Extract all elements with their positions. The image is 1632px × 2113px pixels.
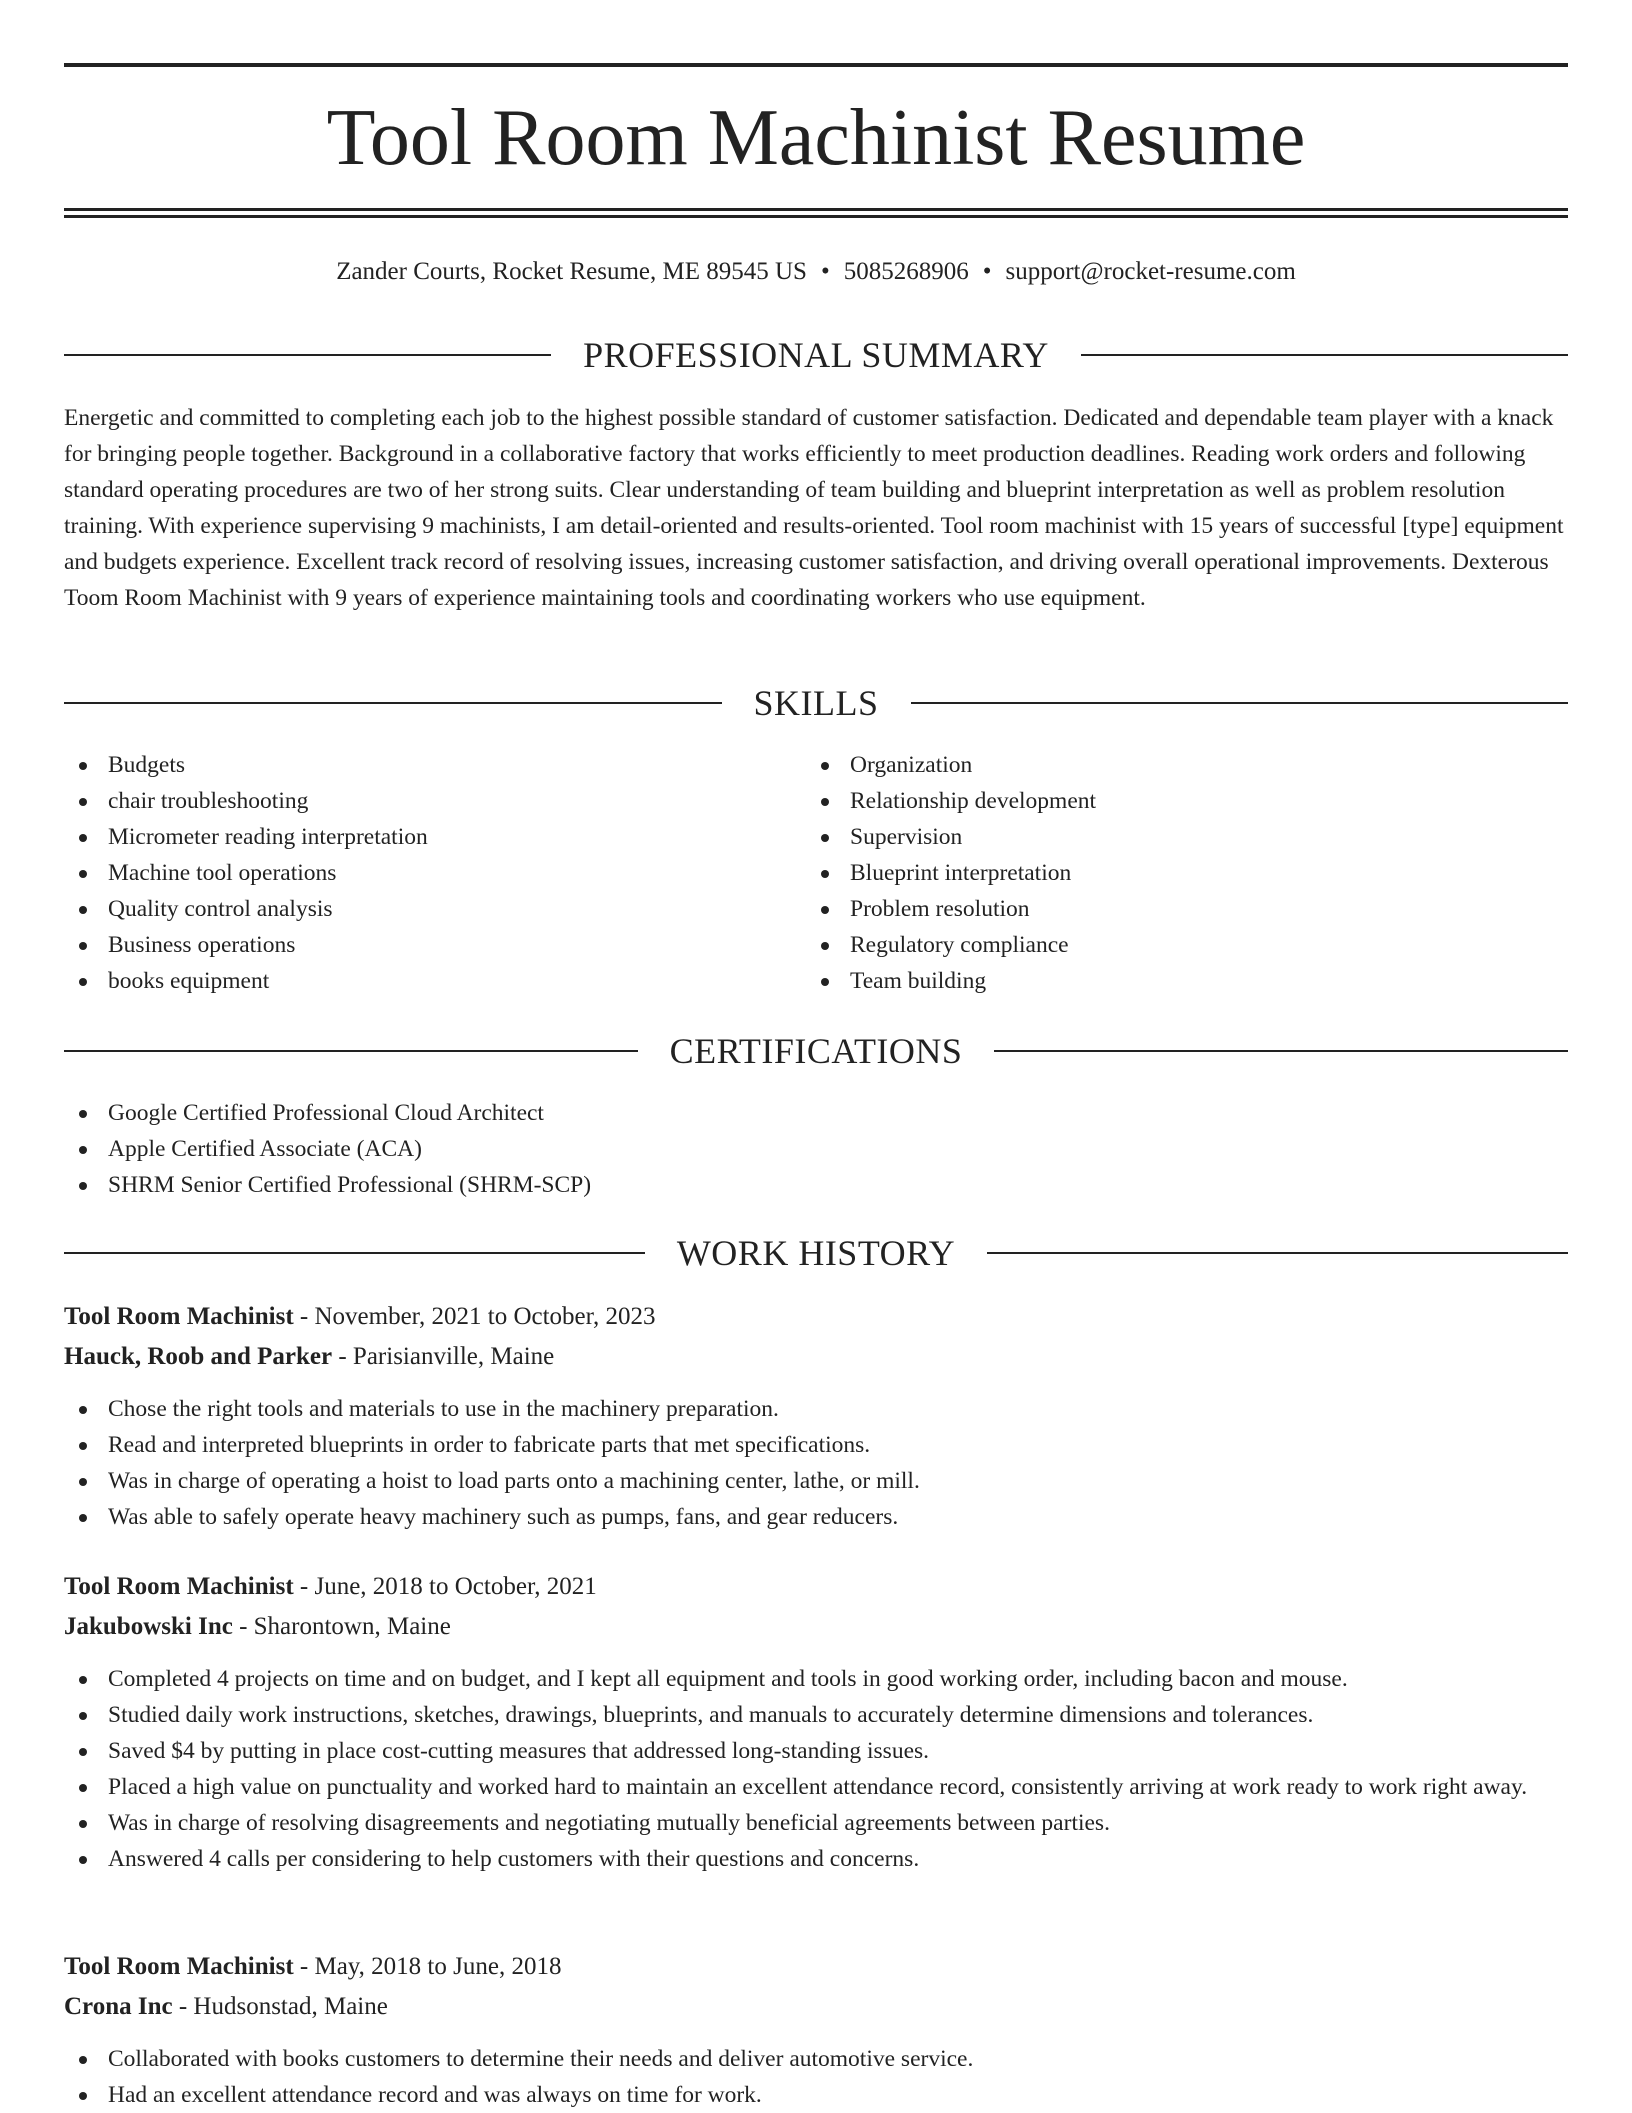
- job-title: Tool Room Machinist: [64, 1953, 294, 1980]
- job-dates: - November, 2021 to October, 2023: [293, 1303, 656, 1330]
- bullet-icon: [79, 1110, 87, 1118]
- bullet-icon: [79, 1182, 87, 1190]
- contact-phone: 5085268906: [843, 258, 969, 285]
- list-item: [64, 819, 764, 855]
- summary-text: Energetic and committed to completing each job to the highest possible standard of customer satisfaction. Dedicated and dependable team player with a knack for bringing people together. Background in a collaborative factory that works efficiently to meet production deadlines. Reading work orders and following standard operating procedures are two of her strong suits. Clear understanding of team building and blueprint interpretation as well as problem resolution training. With experience supervising 9 machinists, I am detail-oriented and results-oriented. Tool room machinist with 15 years of successful [type] equipment and budgets experience. Excellent track record of resolving issues, increasing customer satisfaction, and driving overall operational improvements. Dexterous Toom Room Machinist with 9 years of experience maintaining tools and coordinating workers who use equipment.: [64, 405, 1564, 611]
- bullet-icon: [79, 834, 87, 842]
- list-item: [64, 927, 764, 963]
- bullet-icon: [79, 1820, 87, 1828]
- job-title-line: [64, 1949, 1568, 1985]
- list-item: [64, 1131, 1568, 1167]
- job-bullets: [64, 1661, 1568, 1877]
- list-item: [64, 1463, 1568, 1499]
- list-item: [806, 927, 1506, 963]
- bullet-icon: [79, 1146, 87, 1154]
- list-item-text: Had an excellent attendance record and was always on time for work.: [108, 2082, 762, 2108]
- list-item: [806, 819, 1506, 855]
- skills-right-column: [806, 747, 1506, 999]
- bullet-icon: [821, 978, 829, 986]
- list-item: [64, 1427, 1568, 1463]
- certifications-block: [64, 1095, 1568, 1203]
- section-title-skills: SKILLS: [753, 683, 879, 723]
- job-dates: - June, 2018 to October, 2021: [293, 1573, 597, 1600]
- list-item-text: Supervision: [850, 824, 963, 850]
- job-company-line: [64, 1989, 1568, 2025]
- list-item: [64, 2077, 1568, 2113]
- list-item-text: Completed 4 projects on time and on budget, and I kept all equipment and tools in good working order, including bacon and mouse.: [108, 1666, 1348, 1692]
- list-item-text: Was able to safely operate heavy machinery such as pumps, fans, and gear reducers.: [108, 1504, 899, 1530]
- list-item: [64, 1841, 1568, 1877]
- list-item-text: books equipment: [108, 968, 270, 994]
- list-item-text: Placed a high value on punctuality and worked hard to maintain an excellent attendance record, consistently arriving at work ready to work right away.: [108, 1774, 1528, 1800]
- job-company: Crona Inc: [64, 1993, 173, 2020]
- job-title-line: [64, 1569, 1568, 1605]
- bullet-icon: [79, 1748, 87, 1756]
- bullet-icon: [821, 762, 829, 770]
- list-item-text: Business operations: [108, 932, 296, 958]
- bullet-icon: [79, 2092, 87, 2100]
- contact-address: Zander Courts, Rocket Resume, ME 89545 US: [336, 258, 807, 285]
- list-item-text: SHRM Senior Certified Professional (SHRM-SCP): [108, 1172, 592, 1198]
- contact-separator: •: [820, 258, 830, 285]
- list-item: [806, 963, 1506, 999]
- bullet-icon: [79, 870, 87, 878]
- job-title: Tool Room Machinist: [64, 1573, 294, 1600]
- list-item-text: Collaborated with books customers to determine their needs and deliver automotive service.: [108, 2046, 974, 2072]
- skills-left-list: [64, 747, 764, 999]
- job-company-line: [64, 1339, 1568, 1375]
- section-title-certifications: CERTIFICATIONS: [669, 1031, 963, 1071]
- list-item-text: Regulatory compliance: [850, 932, 1069, 958]
- list-item-text: Relationship development: [850, 788, 1097, 814]
- bullet-icon: [821, 798, 829, 806]
- list-item: [806, 855, 1506, 891]
- certifications-list: [64, 1095, 1568, 1203]
- list-item: [64, 1769, 1568, 1805]
- list-item: [64, 1733, 1568, 1769]
- skills-right-list: [806, 747, 1506, 999]
- list-item-text: Was in charge of resolving disagreements and negotiating mutually beneficial agreements between parties.: [108, 1810, 1110, 1836]
- job-dates: - May, 2018 to June, 2018: [293, 1953, 562, 1980]
- list-item-text: Was in charge of operating a hoist to load parts onto a machining center, lathe, or mill.: [108, 1468, 920, 1494]
- list-item: [64, 2041, 1568, 2077]
- job-bullet-list: [64, 2041, 1568, 2113]
- bullet-icon: [79, 2056, 87, 2064]
- job-company: Hauck, Roob and Parker: [64, 1343, 333, 1370]
- bullet-icon: [79, 1406, 87, 1414]
- section-header-skills: [64, 681, 1568, 725]
- list-item-text: Quality control analysis: [108, 896, 333, 922]
- list-item: [64, 1391, 1568, 1427]
- list-item: [64, 963, 764, 999]
- contact-email: support@rocket-resume.com: [1005, 258, 1296, 285]
- list-item-text: Google Certified Professional Cloud Architect: [108, 1100, 544, 1126]
- bullet-icon: [821, 870, 829, 878]
- section-rule-left: [64, 354, 551, 356]
- bullet-icon: [79, 798, 87, 806]
- bullet-icon: [821, 834, 829, 842]
- skills-left-column: [64, 747, 764, 999]
- list-item-text: chair troubleshooting: [108, 788, 309, 814]
- job-location: - Hudsonstad, Maine: [172, 1993, 388, 2020]
- job-title-line: [64, 1299, 1568, 1335]
- title-rule-upper: [64, 208, 1568, 211]
- section-rule-left: [64, 1050, 638, 1052]
- section-header-summary: [64, 333, 1568, 377]
- list-item: [64, 1499, 1568, 1535]
- list-item: [64, 855, 764, 891]
- job-company-line: [64, 1609, 1568, 1645]
- bullet-icon: [79, 762, 87, 770]
- bullet-icon: [79, 906, 87, 914]
- job-location: - Parisianville, Maine: [332, 1343, 555, 1370]
- bullet-icon: [79, 1712, 87, 1720]
- bullet-icon: [79, 1676, 87, 1684]
- job-location: - Sharontown, Maine: [232, 1613, 451, 1640]
- list-item-text: Budgets: [108, 752, 186, 778]
- job-bullets: [64, 2041, 1568, 2113]
- list-item-text: Organization: [850, 752, 973, 778]
- job-bullet-list: [64, 1391, 1568, 1535]
- section-rule-left: [64, 702, 722, 704]
- section-rule-right: [987, 1252, 1568, 1254]
- list-item: [64, 1167, 1568, 1203]
- list-item: [806, 747, 1506, 783]
- section-rule-right: [1081, 354, 1568, 356]
- list-item-text: Studied daily work instructions, sketches, drawings, blueprints, and manuals to accurately determine dimensions and tolerances.: [108, 1702, 1314, 1728]
- list-item-text: Answered 4 calls per considering to help customers with their questions and concerns.: [108, 1846, 920, 1872]
- list-item: [806, 783, 1506, 819]
- bullet-icon: [79, 942, 87, 950]
- bullet-icon: [79, 1514, 87, 1522]
- list-item: [64, 747, 764, 783]
- section-rule-right: [994, 1050, 1568, 1052]
- contact-line: [64, 255, 1568, 289]
- list-item-text: Apple Certified Associate (ACA): [108, 1136, 422, 1162]
- list-item-text: Micrometer reading interpretation: [108, 824, 428, 850]
- bullet-icon: [821, 906, 829, 914]
- bullet-icon: [79, 1784, 87, 1792]
- job-title: Tool Room Machinist: [64, 1303, 294, 1330]
- list-item-text: Read and interpreted blueprints in order to fabricate parts that met specifications.: [108, 1432, 871, 1458]
- list-item: [64, 1095, 1568, 1131]
- title-rule-lower: [64, 215, 1568, 218]
- list-item: [64, 1697, 1568, 1733]
- list-item-text: Machine tool operations: [108, 860, 337, 886]
- list-item: [64, 783, 764, 819]
- section-rule-right: [911, 702, 1569, 704]
- section-header-certifications: [64, 1029, 1568, 1073]
- section-rule-left: [64, 1252, 645, 1254]
- list-item-text: Chose the right tools and materials to use in the machinery preparation.: [108, 1396, 779, 1422]
- list-item: [806, 891, 1506, 927]
- top-rule: [64, 63, 1568, 67]
- bullet-icon: [79, 1442, 87, 1450]
- job-bullet-list: [64, 1661, 1568, 1877]
- bullet-icon: [79, 1478, 87, 1486]
- resume-title: Tool Room Machinist Resume: [326, 94, 1306, 182]
- list-item-text: Problem resolution: [850, 896, 1030, 922]
- contact-separator: •: [982, 258, 992, 285]
- list-item-text: Blueprint interpretation: [850, 860, 1072, 886]
- list-item: [64, 891, 764, 927]
- job-bullets: [64, 1391, 1568, 1535]
- bullet-icon: [79, 1856, 87, 1864]
- list-item: [64, 1661, 1568, 1697]
- section-header-work-history: [64, 1231, 1568, 1275]
- bullet-icon: [79, 978, 87, 986]
- list-item: [64, 1805, 1568, 1841]
- list-item-text: Saved $4 by putting in place cost-cutting measures that addressed long-standing issues.: [108, 1738, 930, 1764]
- list-item-text: Team building: [850, 968, 987, 994]
- section-title-summary: PROFESSIONAL SUMMARY: [583, 335, 1049, 375]
- job-company: Jakubowski Inc: [64, 1613, 233, 1640]
- section-title-work-history: WORK HISTORY: [676, 1233, 956, 1273]
- bullet-icon: [821, 942, 829, 950]
